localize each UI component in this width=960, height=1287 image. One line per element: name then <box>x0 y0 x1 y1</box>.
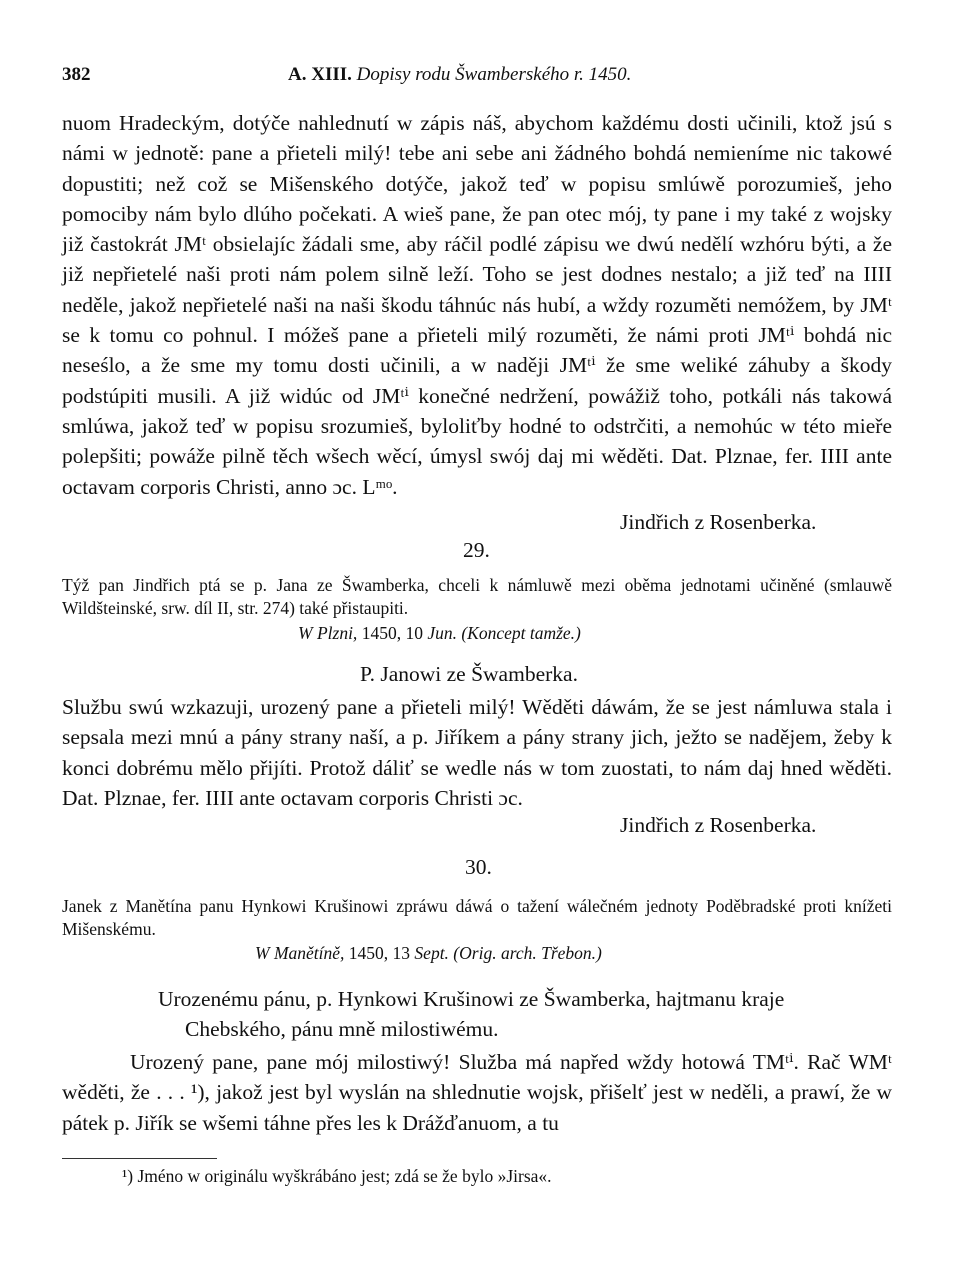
letter-29-place: W Plzni, <box>298 623 358 643</box>
letter-29-signature: Jindřich z Rosenberka. <box>620 813 817 837</box>
footnote-divider <box>62 1158 217 1159</box>
letter-28-body: nuom Hradeckým, dotýče nahlednutí w zápis náš, abychom každému dosti učinili, ktož jsú s námi w jednotě: pane a přieteli milý! tebe ani sebe ani žádného bohdá nemieníme nic takowé dopustiti; než což se Mišenského dotýče, jakož teď w popisu smlúwě porozumieš, jeho pomociby nám bylo dlúho počekati. A wieš pane, že pan otec mój, ty pane i my také z wojsky již častokrát JMᵗ obsielajíc žádali sme, aby ráčil podlé zápisu we dwú nedělí wzhóru býti, a že již nepřietelé naši proti nám polem silně leží. Toho se jest dodnes nestalo; a již teď na IIII neděle, jakož nepřietelé naši na naši škodu táhnúc nás hubí, a wždy rozuměti nemóžem, by JMᵗ se k tomu co pohnul. I móžeš pane a přieteli milý rozuměti, že námi proti JMᵗⁱ bohdá nic neseślo, a že sme my tomu dosti učinili, a w naději JMᵗⁱ že sme weliké záhuby a škody podstúpiti musili. A již widúc od JMᵗⁱ konečné nedržení, powážiž toho, potkáli nás takowá smlúwa, jakož teď w popisu srozumieš, byloliťby hodné to odstrčiti, a nemohúc w této mieře polepšiti; powáže pilně těch wšech wěcí, úmysl swój daj mi wěděti. Dat. Plznae, fer. IIII ante octavam corporis Christi, anno ɔc. Lᵐᵒ. <box>62 111 892 499</box>
section-label: A. XIII. <box>288 64 352 85</box>
running-title <box>288 64 631 86</box>
letter-30-text <box>62 1047 892 1138</box>
letter-30-address-line-2: Chebského, pánu mně milostiwému. <box>185 1017 499 1041</box>
letter-29-text <box>62 692 892 813</box>
letter-30-regest: Janek z Manětína panu Hynkowi Krušinowi zpráwu dáwá o tažení wálečném jednoty Poděbradské proti knížeti Mišenskému. <box>62 896 892 939</box>
letter-29-month-source: Jun. (Koncept tamže.) <box>427 623 581 643</box>
footnote: ¹) Jméno w originálu wyškrábáno jest; zdá se že bylo »Jirsa«. <box>122 1166 552 1186</box>
letter-30-year: 1450, <box>348 943 389 963</box>
page-number: 382 <box>62 64 91 85</box>
letter-29-body: Službu swú wzkazuji, urozený pane a přieteli milý! Wěděti dáwám, že se jest námluwa stala i sepsala mezi mnú a pány strany naší, a p. Jiříkem a pány strany jich, ježto se nadějem, žeby k konci dobrému mělo přijíti. Protož dáliť se wedle nás w tom zuostati, to nám daj hned wěděti. Dat. Plznae, fer. IIII ante octavam corporis Christi ɔc. <box>62 695 892 810</box>
letter-28-signature: Jindřich z Rosenberka. <box>620 510 817 534</box>
letter-29-number: 29. <box>463 538 490 562</box>
letter-30-month-source: Sept. (Orig. arch. Třebon.) <box>414 943 602 963</box>
running-title-text: Dopisy rodu Šwamberského r. 1450. <box>356 64 632 85</box>
letter-29-day: 10 <box>405 623 423 643</box>
letter-30-body: Urozený pane, pane mój milostiwý! Služba má napřed wždy hotowá TMᵗⁱ. Rač WMᵗ wěděti, že . . . ¹), jakož jest byl wyslán na shlednutie wojsk, přišelť jest w neděli, a prawí, že w pátek p. Jiřík se wšemi táhne přes les k Drážďanuom, a tu <box>62 1050 892 1135</box>
letter-30-dateline <box>255 943 602 964</box>
letter-29-year: 1450, <box>361 623 402 643</box>
letter-30-place: W Manětíně, <box>255 943 345 963</box>
letter-28-text <box>62 108 892 502</box>
letter-30-number: 30. <box>465 855 492 879</box>
letter-30-address-line-1: Urozenému pánu, p. Hynkowi Krušinowi ze Šwamberka, hajtmanu kraje <box>158 987 785 1011</box>
letter-29-address: P. Janowi ze Šwamberka. <box>360 662 578 686</box>
page-header <box>62 64 902 94</box>
letter-29-dateline <box>298 623 581 644</box>
letter-30-day: 13 <box>392 943 411 963</box>
letter-29-regest: Týž pan Jindřich ptá se p. Jana ze Šwamberka, chceli k námluwě mezi oběma jednotami učiněné (smlauwě Wildšteinské, srw. díl II, str. 274) také přistaupiti. <box>62 575 892 618</box>
